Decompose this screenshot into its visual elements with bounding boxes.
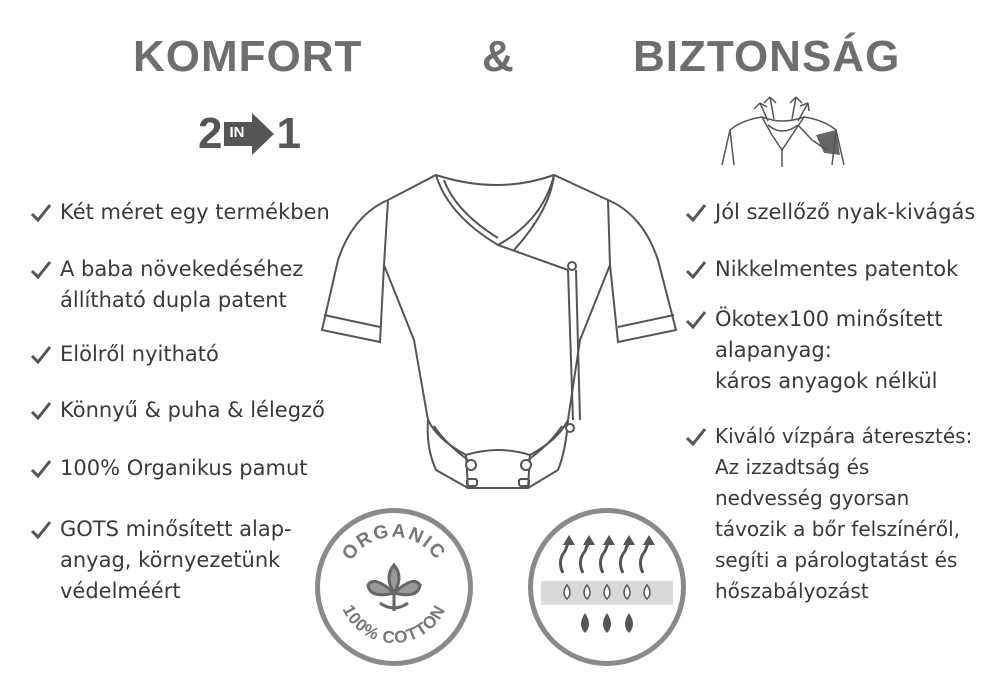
- two-in-one-right: 1: [276, 109, 301, 158]
- check-icon: [685, 203, 707, 223]
- feature-text: 100% Organikus pamut: [60, 456, 308, 480]
- check-icon: [685, 260, 707, 280]
- check-icon: [685, 427, 707, 447]
- feature-item-right-2: [715, 304, 943, 397]
- feature-text: Kiváló vízpára áteresztés:: [715, 424, 973, 448]
- headline-biztonsag: BIZTONSÁG: [633, 32, 901, 81]
- check-icon: [30, 520, 52, 540]
- headline-komfort: KOMFORT: [133, 32, 363, 81]
- check-icon: [30, 260, 52, 280]
- cotton-flower-icon: [368, 565, 420, 611]
- feature-text: anyag, környezetünk: [60, 548, 281, 572]
- feature-text: Könnyű & puha & lélegző: [60, 398, 325, 422]
- svg-text:ORGANIC: [338, 521, 450, 565]
- check-icon: [30, 459, 52, 479]
- check-icon: [30, 345, 52, 365]
- feature-text: segíti a párologtatást és: [715, 548, 958, 572]
- feature-text: GOTS minősített alap-: [60, 517, 292, 541]
- feature-item-right-1: [715, 254, 958, 285]
- feature-text: nedvesség gyorsan: [715, 486, 910, 510]
- arrow-icon: [224, 113, 274, 155]
- feature-item-left-2: [60, 339, 219, 370]
- feature-item-left-0: [60, 197, 330, 228]
- breathable-fabric-badge: [528, 508, 686, 666]
- feature-text: Ökotex100 minősített: [715, 307, 943, 331]
- check-icon: [30, 401, 52, 421]
- badge-bottom-text: 100% COTTON: [338, 601, 450, 648]
- feature-item-left-3: [60, 395, 325, 426]
- organic-cotton-badge: [315, 508, 473, 666]
- feature-text: állítható dupla patent: [60, 288, 287, 312]
- feature-text: hőszabályozást: [715, 579, 869, 603]
- feature-text: alapanyag:: [715, 338, 832, 362]
- feature-text: távozik a bőr felszínéről,: [715, 517, 961, 541]
- feature-text: Elölről nyitható: [60, 342, 219, 366]
- check-icon: [685, 310, 707, 330]
- feature-text: védelméért: [60, 579, 181, 603]
- feature-item-right-0: [715, 197, 975, 228]
- badge-top-text: ORGANIC: [338, 520, 450, 565]
- feature-text: Két méret egy termékben: [60, 200, 330, 224]
- feature-item-left-1: [60, 254, 303, 316]
- feature-text: Jól szellőző nyak-kivágás: [715, 200, 976, 224]
- two-in-one-mid: IN: [229, 124, 245, 141]
- two-in-one-left: 2: [198, 109, 223, 158]
- two-in-one-logo: [198, 109, 301, 158]
- collar-ventilation-icon: [712, 95, 854, 167]
- check-icon: [30, 203, 52, 223]
- bodysuit-illustration: [318, 170, 680, 500]
- feature-text: Az izzadtság és: [715, 455, 870, 479]
- feature-item-left-5: [60, 514, 292, 607]
- feature-text: A baba növekedéséhez: [60, 257, 304, 281]
- feature-text: káros anyagok nélkül: [715, 369, 938, 393]
- feature-item-left-4: [60, 453, 308, 484]
- headline-ampersand: &: [482, 32, 515, 81]
- feature-item-right-3: [715, 421, 972, 607]
- feature-text: Nikkelmentes patentok: [715, 257, 959, 281]
- moisture-wicking-icon: [533, 513, 681, 661]
